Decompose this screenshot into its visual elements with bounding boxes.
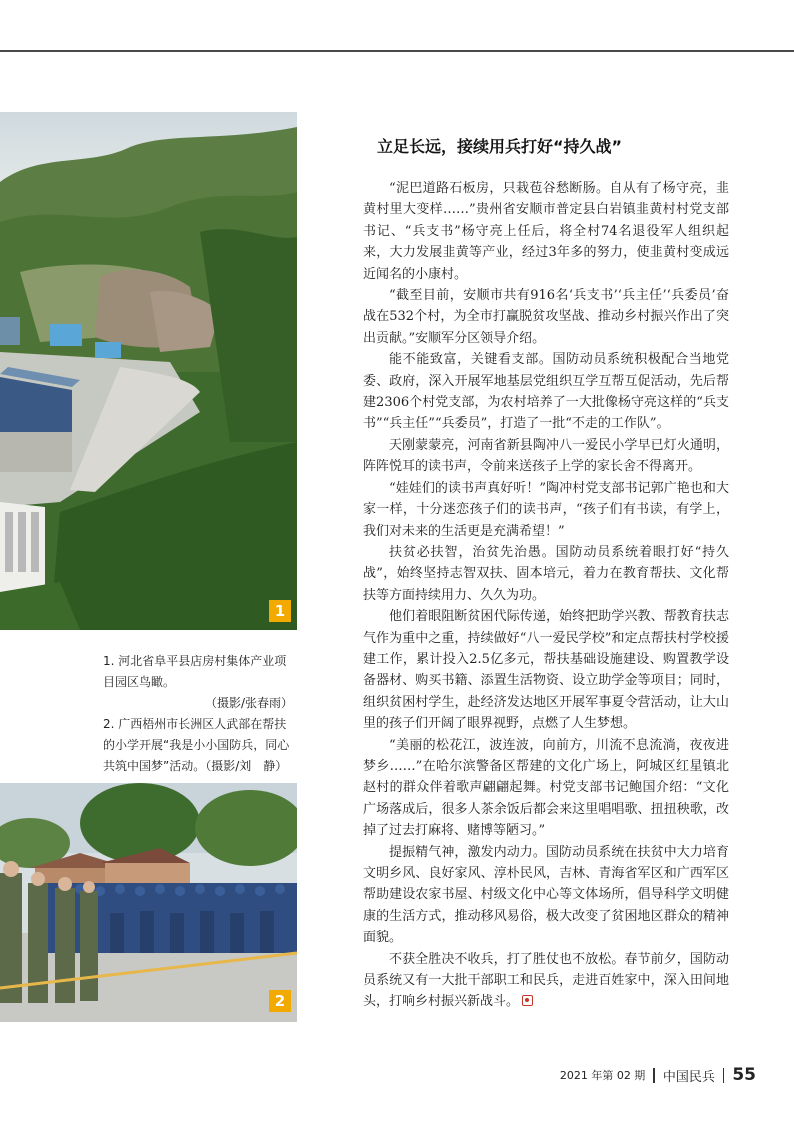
- top-rule: [0, 50, 794, 52]
- magazine-name: 中国民兵: [662, 1069, 715, 1085]
- photo-number-badge: 1: [269, 600, 291, 622]
- paragraph: “泥巴道路石板房，只栽苞谷愁断肠。自从有了杨守亮，韭黄村里大变样……”贵州省安顺市普定县白岩镇韭黄村村党支部书记、“兵支书”杨守亮上任后，将全村74名退役军人组织起来，大力发展韭黄等产业，经过3年多的努力，使韭黄村变成远近闻名的小康村。: [363, 181, 729, 282]
- paragraph: 能不能致富，关键看支部。国防动员系统积极配合当地党委、政府，深入开展军地基层党组织互学互帮互促活动，先后帮建2306个村党支部，为农村培养了一大批像杨守亮这样的“兵支书”“兵主任”“兵委员”，打造了一批“不走的工作队”。: [363, 352, 729, 432]
- paragraph: “美丽的松花江，波连波，向前方，川流不息流淌，夜夜进梦乡……”在哈尔滨警备区帮建的文化广场上，阿城区红星镇北赵村的群众伴着歌声翩翩起舞。村党支部书记鲍国介绍：“文化广场落成后，很多人茶余饭后都会来这里唱唱歌、扭扭秧歌，改掉了过去打麻将、赌博等陋习。”: [363, 737, 729, 839]
- photo-aerial-industrial-park: [0, 112, 297, 630]
- page-number: 55: [732, 1065, 756, 1085]
- caption-1-credit: （摄影/张春雨）: [204, 696, 293, 710]
- article-body: [363, 134, 729, 1013]
- magazine-end-mark-icon: [522, 995, 533, 1006]
- footer-divider: [723, 1068, 725, 1083]
- paragraph: “截至目前，安顺市共有916名‘兵支书’‘兵主任’‘兵委员’奋战在532个村，为全市打赢脱贫攻坚战、推动乡村振兴作出了突出贡献。”安顺军分区领导介绍。: [363, 288, 729, 346]
- photo-captions: [103, 651, 297, 777]
- page-footer: [560, 1065, 756, 1085]
- paragraph: “娃娃们的读书声真好听！”陶冲村党支部书记郭广艳也和大家一样，十分迷恋孩子们的读书声，“孩子们有书读，有学上，我们对未来的生活更是充满希望！”: [363, 480, 729, 539]
- paragraph: 他们着眼阻断贫困代际传递，始终把助学兴教、帮教育扶志气作为重中之重，持续做好“八一爱民学校”和定点帮扶村学校援建工作，累计投入2.5亿多元，帮扶基础设施建设、购置教学设备器材、购买书籍、添置生活物资、设立助学金等项目；同时，组织贫困村学生，赴经济发达地区开展军事夏令营活动，让大山里的孩子们开阔了眼界视野，点燃了人生梦想。: [363, 609, 729, 732]
- caption-1: 1. 河北省阜平县店房村集体产业项目园区鸟瞰。: [103, 654, 287, 689]
- caption-2: 2. 广西梧州市长洲区人武部在帮扶的小学开展“我是小小国防兵，同心共筑中国梦”活动。（摄影/刘 静）: [103, 717, 290, 773]
- issue-label: 2021 年第 02 期: [559, 1069, 646, 1082]
- aerial-landscape-image: [0, 112, 297, 630]
- students-assembly-image: [0, 783, 297, 1022]
- photo-number-badge: 2: [269, 990, 291, 1012]
- photo-students-event: [0, 783, 297, 1022]
- paragraph: 扶贫必扶智，治贫先治愚。国防动员系统着眼打好“持久战”，始终坚持志智双扶、固本培元，着力在教育帮扶、文化帮扶等方面持续用力、久久为功。: [363, 544, 729, 603]
- paragraph: 提振精气神，激发内动力。国防动员系统在扶贫中大力培育文明乡风、良好家风、淳朴民风，吉林、青海省军区和广西军区帮助建设农家书屋、村级文化中心等文体场所，倡导科学文明健康的生活方式，推动移风易俗，极大改变了贫困地区群众的精神面貌。: [363, 844, 729, 946]
- article-heading: 立足长远，接续用兵打好“持久战”: [377, 137, 623, 156]
- footer-divider: [653, 1068, 655, 1083]
- paragraph-final: [363, 949, 729, 1013]
- paragraph: 天刚蒙蒙亮，河南省新县陶冲八一爱民小学早已灯火通明，阵阵悦耳的读书声，令前来送孩子上学的家长舍不得离开。: [363, 437, 729, 475]
- paragraph-final-text: 不获全胜决不收兵，打了胜仗也不放松。春节前夕，国防动员系统又有一大批干部职工和民兵，走进百姓家中，深入田间地头，打响乡村振兴新战斗。: [363, 951, 729, 1010]
